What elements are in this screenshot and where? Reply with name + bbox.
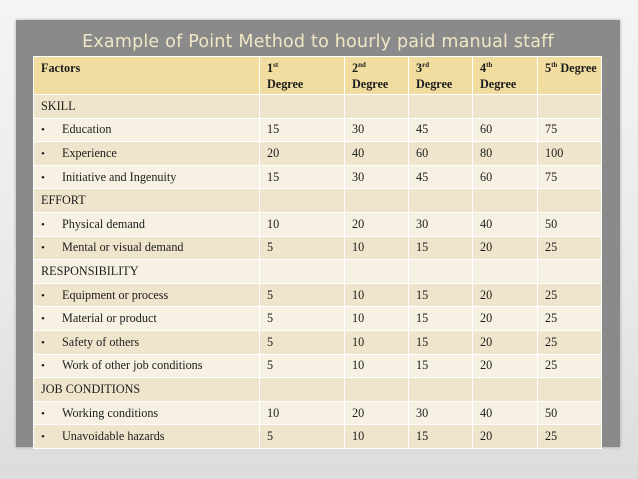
factor-label: Education	[62, 122, 112, 137]
degree-1-value: 5	[260, 330, 345, 354]
factor-label: Safety of others	[62, 334, 140, 349]
table-row	[34, 354, 602, 378]
degree-3-value: 45	[409, 118, 473, 142]
factor-cell	[34, 142, 260, 166]
degree-2-value: 10	[345, 354, 409, 378]
degree-2-value: 10	[345, 283, 409, 307]
header-degree-2: 2nd Degree	[345, 57, 409, 95]
degree-1-value: 5	[260, 236, 345, 260]
degree-1-value	[260, 95, 345, 119]
degree-3-value: 15	[409, 283, 473, 307]
degree-4-value	[473, 378, 538, 402]
factor-label: Work of other job conditions	[62, 358, 203, 373]
degree-5-value: 25	[538, 236, 602, 260]
bullet-icon: •	[41, 336, 45, 349]
degree-4-value: 40	[473, 212, 538, 236]
degree-1-value	[260, 378, 345, 402]
degree-3-value: 15	[409, 425, 473, 449]
bullet-icon: •	[41, 147, 45, 160]
bullet-icon: •	[41, 407, 45, 420]
degree-4-value	[473, 95, 538, 119]
bullet-icon: •	[41, 124, 45, 137]
bullet-icon: •	[41, 171, 45, 184]
degree-3-value: 15	[409, 307, 473, 331]
table-row	[34, 330, 602, 354]
category-row	[34, 95, 602, 119]
factor-cell	[34, 283, 260, 307]
factor-label: Experience	[62, 145, 117, 160]
factor-cell	[34, 330, 260, 354]
degree-3-value: 60	[409, 142, 473, 166]
degree-1-value: 5	[260, 283, 345, 307]
degree-1-value: 10	[260, 401, 345, 425]
factor-cell	[34, 165, 260, 189]
degree-3-value: 30	[409, 401, 473, 425]
degree-4-value: 20	[473, 354, 538, 378]
header-degree-4: 4th Degree	[473, 57, 538, 95]
degree-2-value	[345, 260, 409, 284]
factor-label: Initiative and Ingenuity	[62, 169, 177, 184]
header-degree-3: 3rd Degree	[409, 57, 473, 95]
degree-5-value: 25	[538, 283, 602, 307]
degree-2-value: 20	[345, 401, 409, 425]
header-factors: Factors	[34, 57, 260, 95]
degree-2-value: 10	[345, 307, 409, 331]
degree-4-value	[473, 189, 538, 213]
degree-3-value: 30	[409, 212, 473, 236]
factor-label: Working conditions	[62, 405, 159, 420]
table-row	[34, 307, 602, 331]
degree-4-value: 20	[473, 236, 538, 260]
slide-title: Example of Point Method to hourly paid manual staff	[82, 32, 554, 52]
table-header-row	[34, 57, 602, 95]
category-row	[34, 189, 602, 213]
header-degree-1: 1st Degree	[260, 57, 345, 95]
slide	[16, 20, 620, 447]
degree-4-value: 20	[473, 307, 538, 331]
degree-2-value: 40	[345, 142, 409, 166]
table-row	[34, 283, 602, 307]
degree-4-value: 20	[473, 425, 538, 449]
degree-1-value: 5	[260, 354, 345, 378]
degree-2-value	[345, 378, 409, 402]
factor-cell	[34, 401, 260, 425]
point-method-table	[33, 56, 602, 449]
degree-2-value: 10	[345, 425, 409, 449]
degree-1-value	[260, 189, 345, 213]
category-row	[34, 378, 602, 402]
degree-5-value	[538, 189, 602, 213]
factor-label: Physical demand	[62, 216, 145, 231]
degree-5-value	[538, 260, 602, 284]
table-row	[34, 401, 602, 425]
degree-2-value: 30	[345, 118, 409, 142]
degree-1-value	[260, 260, 345, 284]
header-degree-5: 5th Degree	[538, 57, 602, 95]
degree-5-value: 25	[538, 425, 602, 449]
degree-2-value	[345, 95, 409, 119]
bullet-icon: •	[41, 431, 45, 444]
table-row	[34, 236, 602, 260]
factor-label: Unavoidable hazards	[62, 429, 165, 444]
factor-cell	[34, 118, 260, 142]
degree-4-value	[473, 260, 538, 284]
degree-3-value: 15	[409, 236, 473, 260]
table-row	[34, 212, 602, 236]
degree-3-value: 15	[409, 354, 473, 378]
degree-2-value	[345, 189, 409, 213]
degree-5-value: 75	[538, 165, 602, 189]
degree-5-value	[538, 378, 602, 402]
factor-label: Equipment or process	[62, 287, 169, 302]
degree-4-value: 60	[473, 165, 538, 189]
table-body	[34, 95, 602, 449]
factor-cell	[34, 425, 260, 449]
table-row	[34, 165, 602, 189]
degree-3-value	[409, 95, 473, 119]
bullet-icon: •	[41, 289, 45, 302]
degree-1-value: 15	[260, 165, 345, 189]
degree-2-value: 30	[345, 165, 409, 189]
degree-5-value: 100	[538, 142, 602, 166]
degree-3-value: 15	[409, 330, 473, 354]
degree-1-value: 20	[260, 142, 345, 166]
degree-1-value: 5	[260, 425, 345, 449]
degree-2-value: 20	[345, 212, 409, 236]
degree-3-value	[409, 260, 473, 284]
table-row	[34, 425, 602, 449]
factor-cell	[34, 354, 260, 378]
degree-4-value: 40	[473, 401, 538, 425]
bullet-icon: •	[41, 242, 45, 255]
category-label: SKILL	[34, 95, 260, 119]
factor-label: Mental or visual demand	[62, 240, 184, 255]
degree-5-value: 50	[538, 401, 602, 425]
bullet-icon: •	[41, 360, 45, 373]
degree-2-value: 10	[345, 330, 409, 354]
table-row	[34, 142, 602, 166]
factor-cell	[34, 212, 260, 236]
category-label: RESPONSIBILITY	[34, 260, 260, 284]
degree-5-value: 25	[538, 307, 602, 331]
degree-1-value: 5	[260, 307, 345, 331]
factor-cell	[34, 236, 260, 260]
degree-5-value: 75	[538, 118, 602, 142]
degree-5-value	[538, 95, 602, 119]
degree-1-value: 10	[260, 212, 345, 236]
degree-4-value: 80	[473, 142, 538, 166]
factor-label: Material or product	[62, 311, 157, 326]
degree-1-value: 15	[260, 118, 345, 142]
degree-5-value: 25	[538, 354, 602, 378]
degree-4-value: 20	[473, 330, 538, 354]
bullet-icon: •	[41, 313, 45, 326]
bullet-icon: •	[41, 218, 45, 231]
category-row	[34, 260, 602, 284]
factor-cell	[34, 307, 260, 331]
category-label: JOB CONDITIONS	[34, 378, 260, 402]
degree-3-value: 45	[409, 165, 473, 189]
degree-3-value	[409, 378, 473, 402]
degree-5-value: 25	[538, 330, 602, 354]
category-label: EFFORT	[34, 189, 260, 213]
degree-5-value: 50	[538, 212, 602, 236]
degree-3-value	[409, 189, 473, 213]
table-row	[34, 118, 602, 142]
degree-4-value: 60	[473, 118, 538, 142]
degree-2-value: 10	[345, 236, 409, 260]
degree-4-value: 20	[473, 283, 538, 307]
